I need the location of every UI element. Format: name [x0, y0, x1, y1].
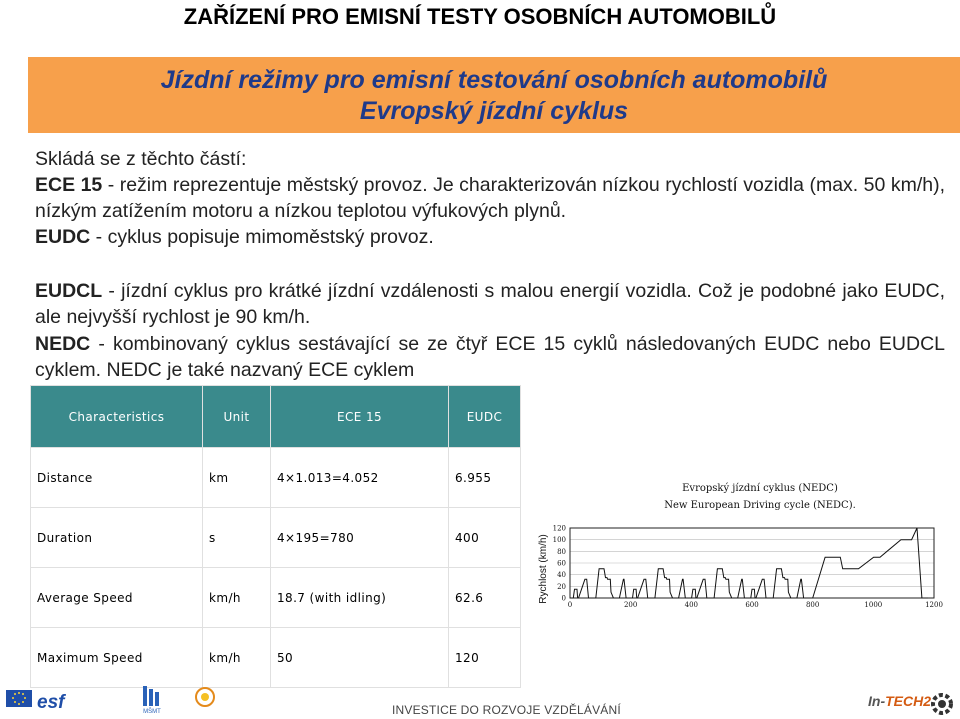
nedc-term: NEDC	[35, 333, 91, 355]
x-tick-label: 1000	[864, 601, 883, 608]
msmt-logo	[128, 684, 178, 714]
ece15-term: ECE 15	[35, 174, 103, 196]
table-cell: 62.6	[449, 568, 521, 628]
intech-logo-suffix: TECH2	[885, 693, 932, 709]
x-tick-label: 800	[805, 601, 820, 608]
intech-logo	[868, 693, 931, 709]
table-cell: km/h	[203, 628, 271, 688]
table-cell: s	[203, 508, 271, 568]
y-tick-label: 80	[557, 547, 566, 556]
eudc-term: EUDC	[35, 226, 91, 248]
page-title: ZAŘÍZENÍ PRO EMISNÍ TESTY OSOBNÍCH AUTOMOBILŮ	[183, 4, 777, 29]
y-tick-label: 100	[552, 536, 566, 545]
chart-title: Evropský jízdní cyklus (NEDC)	[682, 483, 838, 494]
esf-logo-text: esf	[37, 692, 65, 713]
intro-text: Skládá se z těchto částí:	[35, 148, 247, 170]
ece15-paragraph	[35, 172, 945, 224]
table-header-cell: Characteristics	[31, 386, 203, 448]
table-header-row	[31, 386, 521, 448]
table-cell: km	[203, 448, 271, 508]
table-header-cell: ECE 15	[271, 386, 449, 448]
y-tick-label: 40	[557, 571, 566, 580]
eudcl-paragraph	[35, 278, 945, 330]
table-header-cell: Unit	[203, 386, 271, 448]
table-cell: 6.955	[449, 448, 521, 508]
x-tick-label: 200	[623, 601, 638, 608]
nedc-speed-chart	[532, 478, 952, 608]
table-row	[31, 568, 521, 628]
msmt-logo-text: MŠMT	[143, 709, 162, 714]
chart-y-ticks	[553, 525, 566, 603]
table-cell: Maximum Speed	[31, 628, 203, 688]
table-cell: 4×195=780	[271, 508, 449, 568]
ece15-description: - režim reprezentuje městský provoz. Je charakterizován nízkou rychlostí vozidla (max. 50 km/h), nízkým zatížením motoru a nízkou teplotou výfukových plynů.	[35, 174, 945, 222]
eudcl-term: EUDCL	[35, 280, 103, 302]
table-row	[31, 628, 521, 688]
chart-ylabel: Rychlost (km/h)	[538, 534, 549, 604]
nedc-description: - kombinovaný cyklus sestávající se ze čtyř ECE 15 cyklů následovaných EUDC nebo EUDCL cyklem. NEDC je také nazvaný ECE cyklem	[35, 333, 945, 381]
y-tick-label: 60	[557, 559, 566, 568]
table-row	[31, 448, 521, 508]
y-tick-label: 0	[561, 594, 566, 603]
x-tick-label: 600	[745, 601, 759, 608]
table-cell: 120	[449, 628, 521, 688]
table-row	[31, 508, 521, 568]
nedc-paragraph	[35, 331, 945, 383]
table-cell: 4×1.013=4.052	[271, 448, 449, 508]
table-cell: Average Speed	[31, 568, 203, 628]
footer-logos	[4, 684, 229, 719]
eudcl-description: - jízdní cyklus pro krátké jízdní vzdálenosti s malou energií vozidla. Což je podobné jako EUDC, ale nejvyšší rychlost je 90 km/h.	[35, 280, 945, 328]
eudc-description: - cyklus popisuje mimoměstský provoz.	[90, 226, 434, 248]
chart-subtitle: New European Driving cycle (NEDC).	[664, 500, 856, 511]
op-vk-logo	[189, 684, 229, 714]
banner-line-2: Evropský jízdní cyklus	[359, 97, 629, 125]
table-header-cell: EUDC	[449, 386, 521, 448]
intech-logo-prefix: In-	[868, 693, 886, 709]
gear-icon	[928, 690, 956, 718]
banner-line-1: Jízdní režimy pro emisní testování osobních automobilů	[160, 66, 828, 94]
table-cell: km/h	[203, 568, 271, 628]
table-cell: Duration	[31, 508, 203, 568]
eudc-paragraph	[35, 224, 434, 250]
x-tick-label: 0	[567, 601, 573, 608]
characteristics-table	[30, 385, 521, 688]
eu-flag-esf-logo	[4, 684, 110, 714]
y-tick-label: 20	[557, 582, 566, 591]
table-cell: 50	[271, 628, 449, 688]
y-tick-label: 120	[552, 524, 566, 533]
table-cell: 18.7 (with idling)	[271, 568, 449, 628]
table-cell: 400	[449, 508, 521, 568]
footer-text: INVESTICE DO ROZVOJE VZDĚLÁVÁNÍ	[392, 703, 621, 717]
x-tick-label: 400	[684, 601, 699, 608]
x-tick-label: 1200	[925, 601, 943, 608]
table-cell: Distance	[31, 448, 203, 508]
chart-x-ticks	[568, 601, 943, 608]
